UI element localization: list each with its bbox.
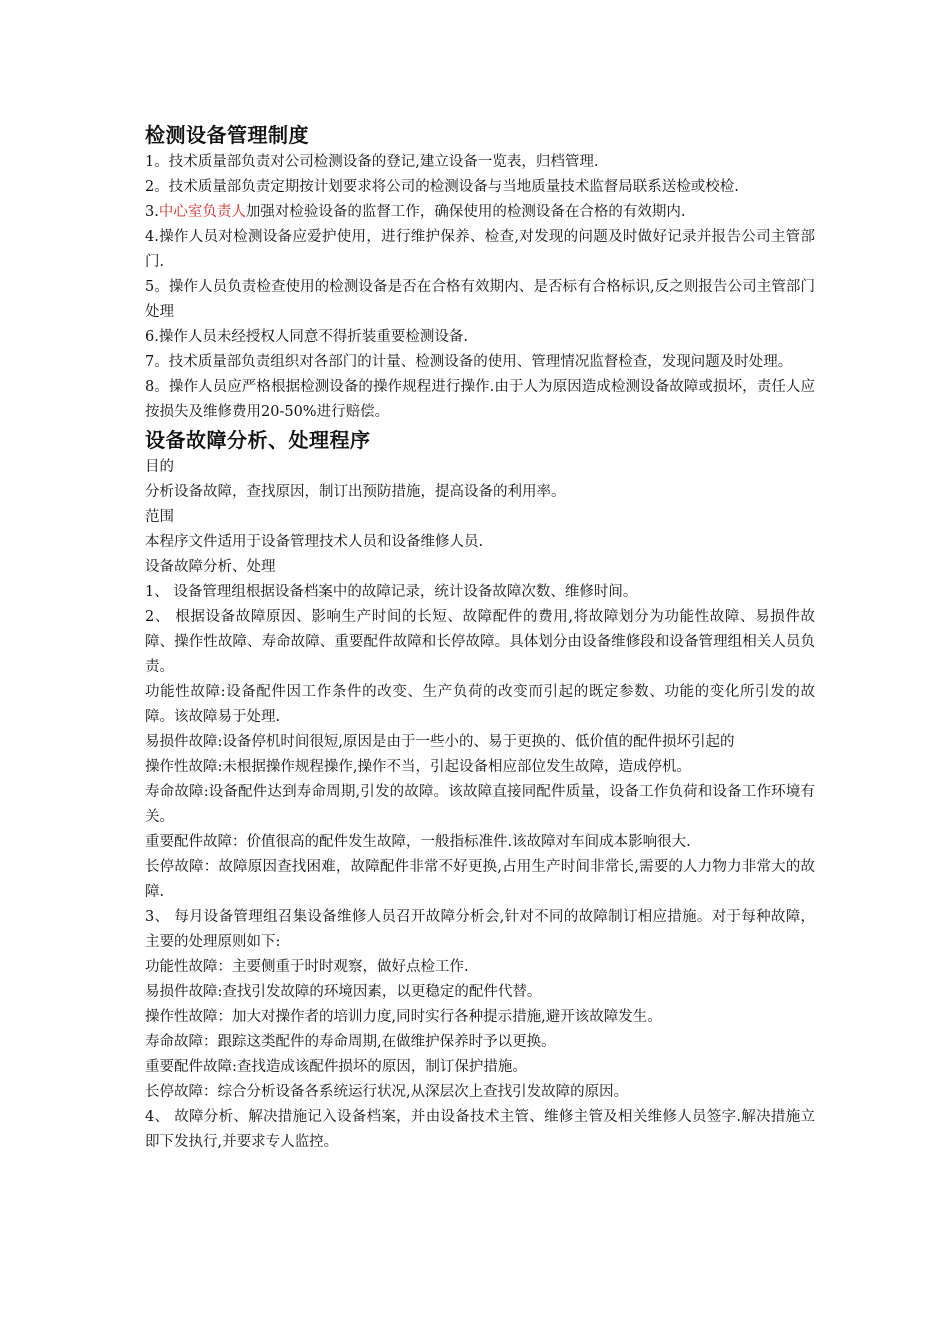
section2-purpose-text: 分析设备故障，查找原因，制订出预防措施，提高设备的利用率。	[145, 484, 566, 500]
section2-para: 2、 根据设备故障原因、影响生产时间的长短、故障配件的费用,将故障划分为功能性故障、易损件故障、操作性故障、寿命故障、重要配件故障和长停故障。具体划分由设备维修段和设备管理组相关人员负责。	[145, 609, 815, 675]
section1-item-5: 5。操作人员负责检查使用的检测设备是否在合格有效期内、是否标有合格标识,反之则报告公司主管部门处理	[145, 279, 815, 320]
section2-purpose-label: 目的	[145, 459, 174, 475]
section2-analysis-label: 设备故障分析、处理	[145, 559, 276, 575]
section2-scope-text: 本程序文件适用于设备管理技术人员和设备维修人员.	[145, 534, 484, 550]
section1-item-8: 8。操作人员应严格根据检测设备的操作规程进行操作.由于人为原因造成检测设备故障或损坏，责任人应按损失及维修费用20-50%进行赔偿。	[145, 379, 815, 420]
section1-title: 检测设备管理制度	[145, 123, 309, 147]
section1-item-6: 6.操作人员未经授权人同意不得折装重要检测设备.	[145, 329, 468, 345]
section1-item-3	[145, 200, 815, 225]
section2-para: 4、 故障分析、解决措施记入设备档案，并由设备技术主管、维修主管及相关维修人员签字.解决措施立即下发执行,并要求专人监控。	[145, 1109, 815, 1150]
highlighted-text: 中心室负责人	[158, 204, 246, 220]
section2-para: 长停故障：综合分析设备各系统运行状况,从深层次上查找引发故障的原因。	[145, 1084, 629, 1100]
section2-para: 操作性故障:未根据操作规程操作,操作不当，引起设备相应部位发生故障，造成停机。	[145, 759, 691, 775]
section2-para: 重要配件故障：价值很高的配件发生故障，一般指标准件.该故障对车间成本影响很大.	[145, 834, 691, 850]
section2-para: 易损件故障:查找引发故障的环境因素，以更稳定的配件代替。	[145, 984, 542, 1000]
section1-item-2: 2。技术质量部负责定期按计划要求将公司的检测设备与当地质量技术监督局联系送检或校检.	[145, 179, 739, 195]
section2-para: 易损件故障:设备停机时间很短,原因是由于一些小的、易于更换的、低价值的配件损坏引起的	[145, 734, 735, 750]
section2-para: 重要配件故障:查找造成该配件损坏的原因，制订保护措施。	[145, 1059, 527, 1075]
document-page	[145, 120, 815, 1155]
section1-item-7: 7。技术质量部负责组织对各部门的计量、检测设备的使用、管理情况监督检查，发现问题及时处理。	[145, 354, 793, 370]
section2-para: 功能性故障:设备配件因工作条件的改变、生产负荷的改变而引起的既定参数、功能的变化所引发的故障。该故障易于处理.	[145, 684, 815, 725]
section2-para: 1、 设备管理组根据设备档案中的故障记录，统计设备故障次数、维修时间。	[145, 584, 638, 600]
section2-para: 操作性故障：加大对操作者的培训力度,同时实行各种提示措施,避开该故障发生。	[145, 1009, 662, 1025]
section2-title: 设备故障分析、处理程序	[145, 428, 371, 452]
section2-para: 3、 每月设备管理组召集设备维修人员召开故障分析会,针对不同的故障制订相应措施。对于每种故障，主要的处理原则如下:	[145, 909, 815, 950]
section2-para: 寿命故障:设备配件达到寿命周期,引发的故障。该故障直接同配件质量，设备工作负荷和设备工作环境有关。	[145, 784, 815, 825]
section2-scope-label: 范围	[145, 509, 174, 525]
section2-para: 寿命故障：跟踪这类配件的寿命周期,在做维护保养时予以更换。	[145, 1034, 556, 1050]
section2-para: 功能性故障：主要侧重于时时观察，做好点检工作.	[145, 959, 469, 975]
section1-item-1: 1。技术质量部负责对公司检测设备的登记,建立设备一览表，归档管理.	[145, 154, 599, 170]
section1-item-3-rest: 加强对检验设备的监督工作，确保使用的检测设备在合格的有效期内.	[245, 204, 686, 220]
section2-para: 长停故障：故障原因查找困难，故障配件非常不好更换,占用生产时间非常长,需要的人力物力非常大的故障.	[145, 859, 815, 900]
section1-item-3-prefix: 3.	[145, 204, 159, 220]
section1-item-4: 4.操作人员对检测设备应爱护使用，进行维护保养、检查,对发现的问题及时做好记录并报告公司主管部门.	[145, 229, 815, 270]
